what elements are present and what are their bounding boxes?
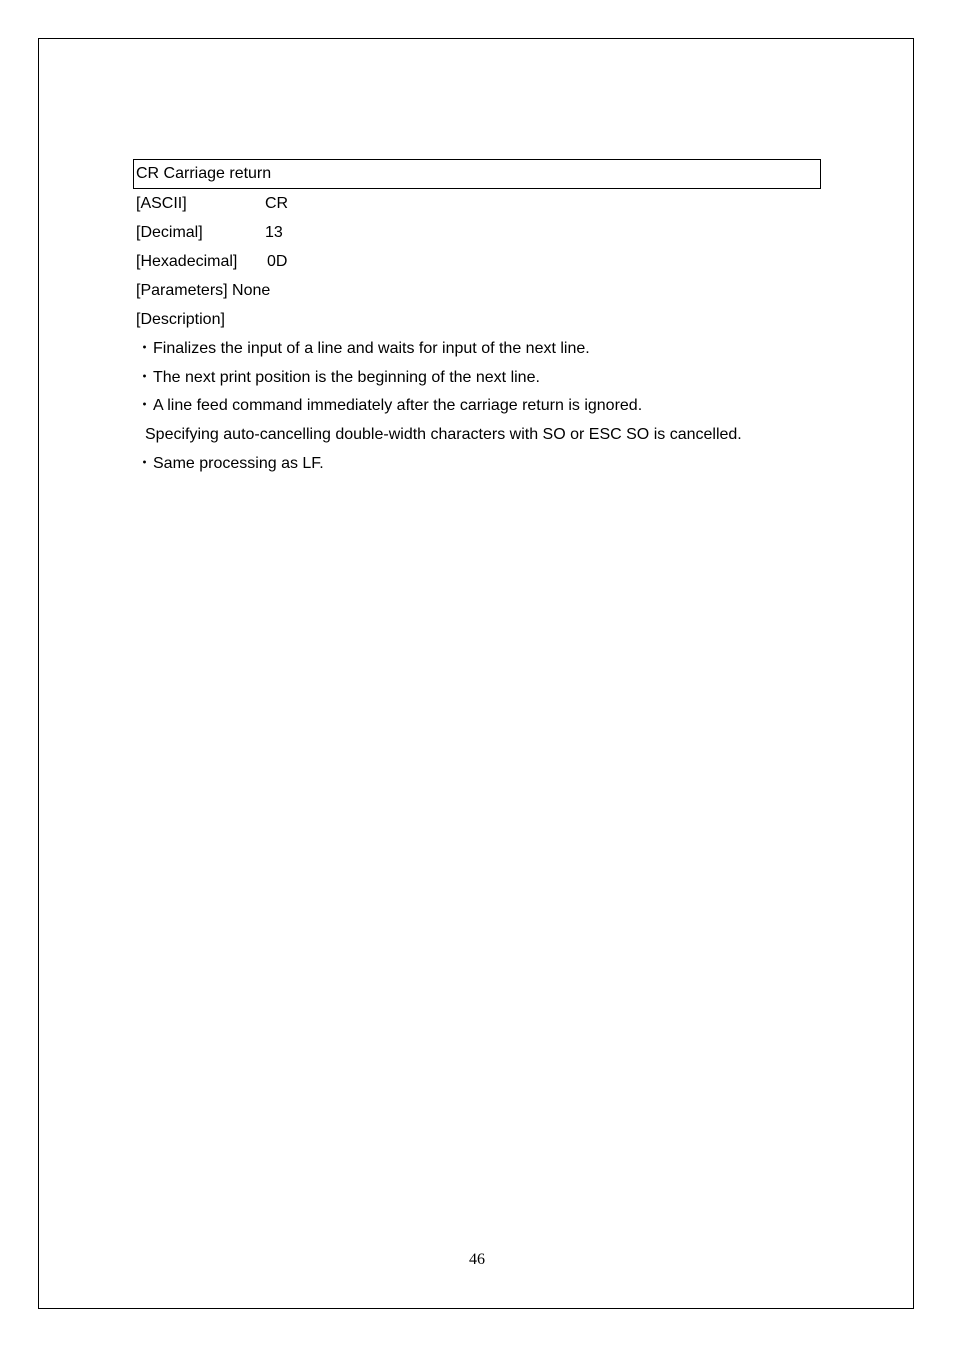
parameters-row (136, 276, 836, 305)
description-item-3-continuation (136, 420, 836, 449)
description-text: Same processing as LF. (153, 455, 324, 472)
description-label: [Description] (136, 311, 225, 328)
bullet-icon: ・ (136, 340, 153, 357)
description-heading (136, 305, 836, 334)
command-details (136, 189, 836, 478)
description-text: Finalizes the input of a line and waits for input of the next line. (153, 340, 590, 357)
ascii-row (136, 189, 836, 218)
description-item-1 (136, 334, 836, 363)
command-title: CR Carriage return (133, 159, 821, 189)
decimal-row (136, 218, 836, 247)
description-item-3 (136, 392, 836, 420)
bullet-icon: ・ (136, 397, 153, 414)
bullet-icon: ・ (136, 455, 153, 472)
decimal-value: 13 (265, 224, 283, 241)
bullet-icon: ・ (136, 369, 153, 386)
ascii-value: CR (265, 195, 289, 212)
description-text: Specifying auto-cancelling double-width characters with SO or ESC SO is cancelled. (145, 426, 742, 443)
hexadecimal-label: [Hexadecimal] (136, 253, 238, 270)
decimal-label: [Decimal] (136, 224, 203, 241)
description-item-2 (136, 363, 836, 392)
hexadecimal-value: 0D (267, 253, 288, 270)
parameters-text: [Parameters] None (136, 282, 271, 299)
ascii-label: [ASCII] (136, 195, 187, 212)
description-text: The next print position is the beginning of the next line. (153, 369, 540, 386)
description-item-4 (136, 449, 836, 478)
hexadecimal-row (136, 247, 836, 276)
page-number: 46 (469, 1251, 485, 1268)
description-text: A line feed command immediately after the carriage return is ignored. (153, 397, 643, 414)
